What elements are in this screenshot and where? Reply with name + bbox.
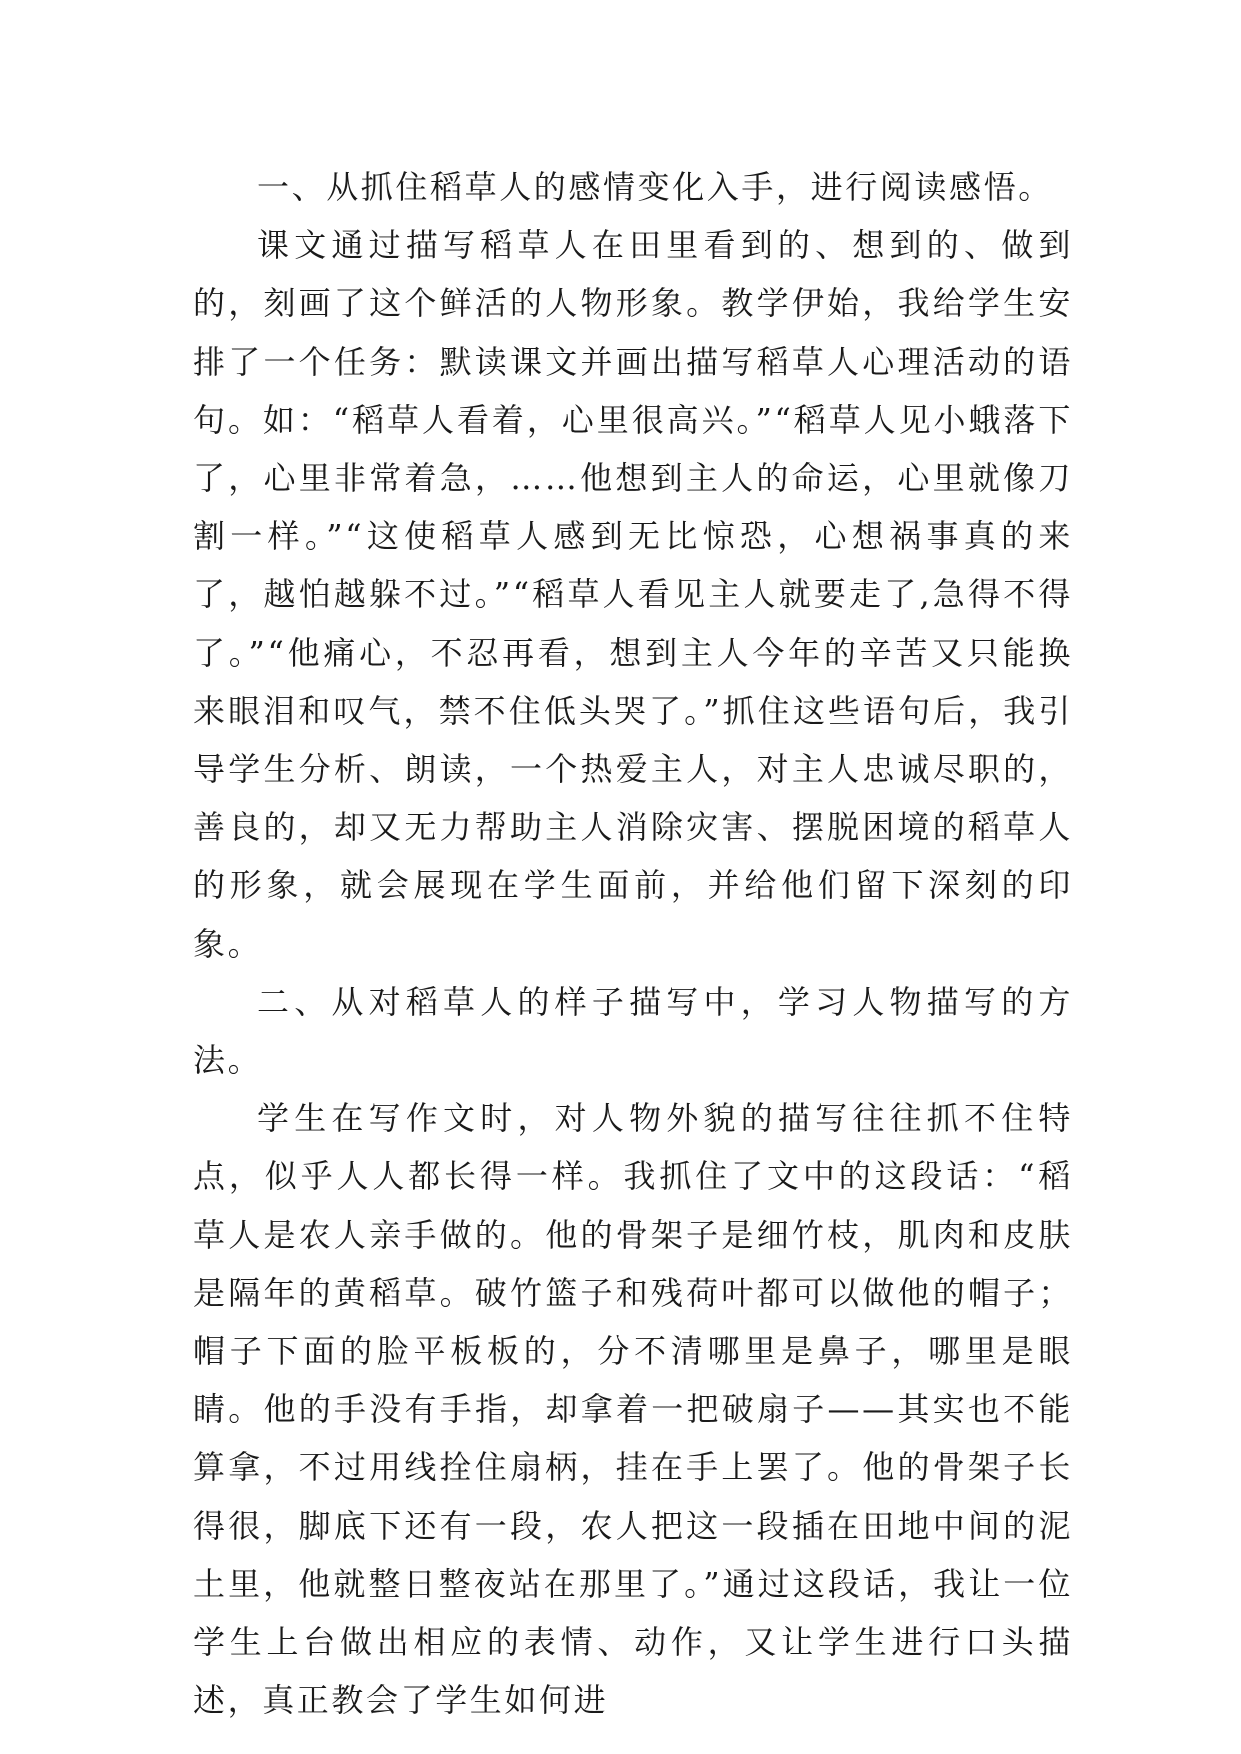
body-text <box>193 158 1073 1729</box>
section-heading-2: 二、从对稻草人的样子描写中，学习人物描写的方法。 <box>193 982 1073 1080</box>
section-heading-1: 一、从抓住稻草人的感情变化入手，进行阅读感悟。 <box>257 168 1053 206</box>
paragraph-1: 课文通过描写稻草人在田里看到的、想到的、做到的，刻画了这个鲜活的人物形象。教学伊始，我给学生安排了一个任务：默读课文并画出描写稻草人心理活动的语句。如：“稻草人看着，心里很高兴。”“稻草人见小蛾落下了，心里非常着急，……他想到主人的命运，心里就像刀割一样。”“这使稻草人感到无比惊恐，心想祸事真的来了，越怕越躲不过。”“稻草人看见主人就要走了,急得不得了。”“他痛心，不忍再看，想到主人今年的辛苦又只能换来眼泪和叹气，禁不住低头哭了。”抓住这些语句后，我引导学生分析、朗读，一个热爱主人，对主人忠诚尽职的，善良的，却又无力帮助主人消除灾害、摆脱困境的稻草人的形象，就会展现在学生面前，并给他们留下深刻的印象。 <box>193 226 1073 963</box>
paragraph-2: 学生在写作文时，对人物外貌的描写往往抓不住特点，似乎人人都长得一样。我抓住了文中的这段话：“稻草人是农人亲手做的。他的骨架子是细竹枝，肌肉和皮肤是隔年的黄稻草。破竹篮子和残荷叶都可以做他的帽子；帽子下面的脸平板板的，分不清哪里是鼻子，哪里是眼睛。他的手没有手指，却拿着一把破扇子——其实也不能算拿，不过用线拴住扇柄，挂在手上罢了。他的骨架子长得很，脚底下还有一段，农人把这一段插在田地中间的泥土里，他就整日整夜站在那里了。”通过这段话，我让一位学生上台做出相应的表情、动作，又让学生进行口头描述，真正教会了学生如何进 <box>193 1099 1073 1720</box>
